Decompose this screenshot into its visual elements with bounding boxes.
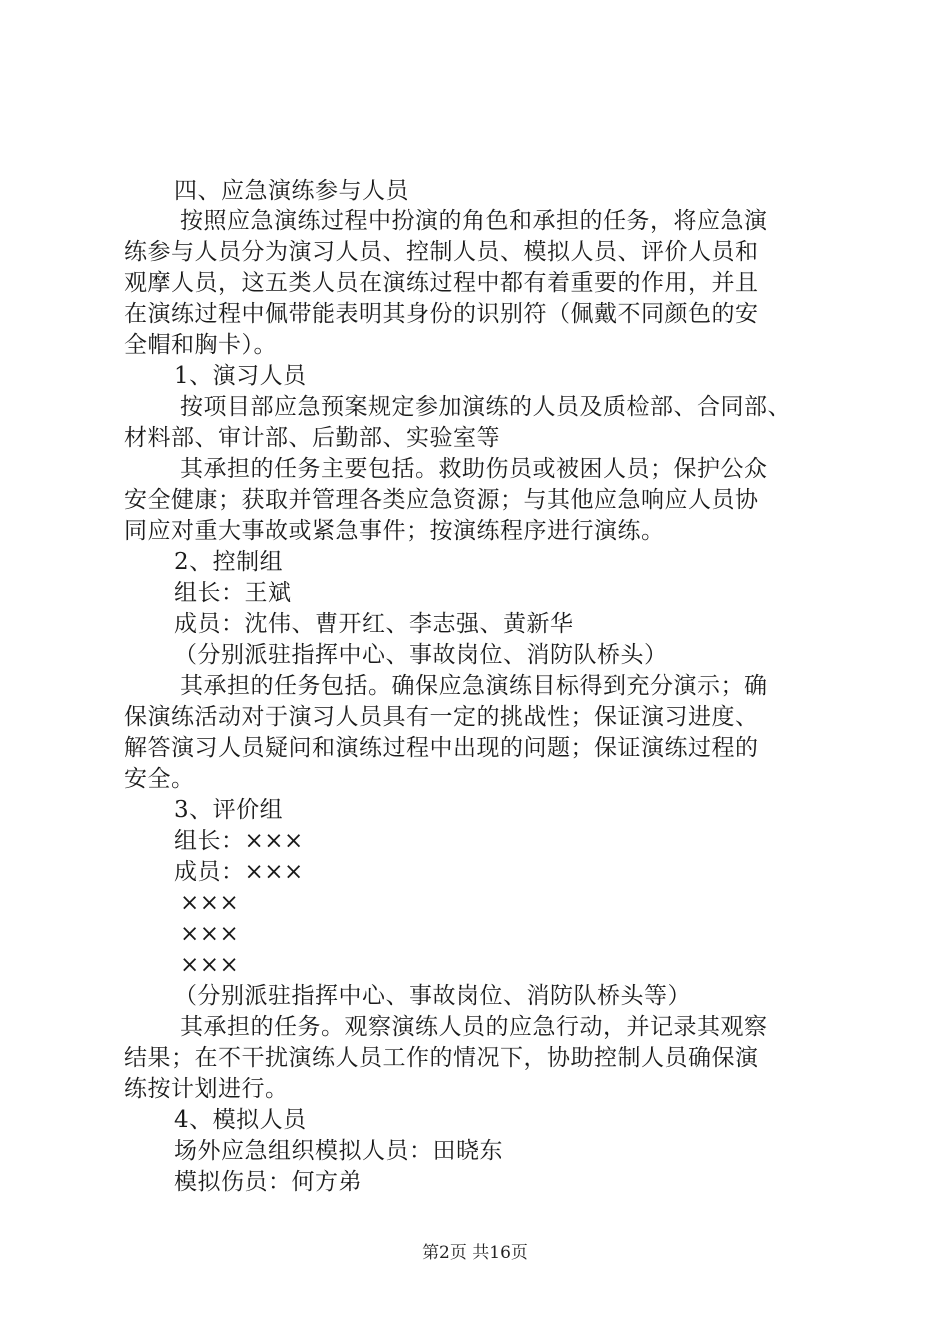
s2-task-line: 其承担的任务包括。确保应急演练目标得到充分演示；确 xyxy=(180,673,768,699)
s3-leader: 组长：××× xyxy=(174,828,304,854)
s3-task-line: 结果；在不干扰演练人员工作的情况下，协助控制人员确保演 xyxy=(124,1045,759,1071)
section-heading: 四、应急演练参与人员 xyxy=(174,178,409,204)
s2-leader: 组长：王斌 xyxy=(174,580,292,606)
s2-task-line: 解答演习人员疑问和演练过程中出现的问题；保证演练过程的 xyxy=(124,735,759,761)
s3-task-line: 练按计划进行。 xyxy=(124,1076,289,1102)
s1-desc-line: 按项目部应急预案规定参加演练的人员及质检部、合同部、 xyxy=(180,394,791,420)
intro-line: 按照应急演练过程中扮演的角色和承担的任务，将应急演 xyxy=(180,208,768,234)
s1-task-line: 同应对重大事故或紧急事件；按演练程序进行演练。 xyxy=(124,518,665,544)
intro-line: 全帽和胸卡）。 xyxy=(124,332,277,358)
s1-task-line: 安全健康；获取并管理各类应急资源；与其他应急响应人员协 xyxy=(124,487,759,513)
s2-members: 成员：沈伟、曹开红、李志强、黄新华 xyxy=(174,611,574,637)
s1-desc-line: 材料部、审计部、后勤部、实验室等 xyxy=(124,425,500,451)
page-number-footer: 第2页 共16页 xyxy=(422,1243,528,1263)
intro-line: 练参与人员分为演习人员、控制人员、模拟人员、评价人员和 xyxy=(124,239,759,265)
s2-task-line: 保演练活动对于演习人员具有一定的挑战性；保证演习进度、 xyxy=(124,704,759,730)
s4-injured: 模拟伤员：何方弟 xyxy=(174,1169,362,1195)
s1-task-line: 其承担的任务主要包括。救助伤员或被困人员；保护公众 xyxy=(180,456,768,482)
s4-offsite: 场外应急组织模拟人员：田晓东 xyxy=(174,1138,503,1164)
subsection-heading-1: 1、演习人员 xyxy=(174,363,307,389)
s2-task-line: 安全。 xyxy=(124,766,195,792)
s3-member-extra: ××× xyxy=(180,921,240,947)
intro-line: 观摩人员，这五类人员在演练过程中都有着重要的作用，并且 xyxy=(124,270,759,296)
s2-stations: （分别派驻指挥中心、事故岗位、消防队桥头） xyxy=(174,642,668,668)
s3-member-extra: ××× xyxy=(180,890,240,916)
subsection-heading-4: 4、模拟人员 xyxy=(174,1107,307,1133)
s3-stations: （分别派驻指挥中心、事故岗位、消防队桥头等） xyxy=(174,983,691,1009)
subsection-heading-2: 2、控制组 xyxy=(174,549,284,575)
s3-member-extra: ××× xyxy=(180,952,240,978)
s3-members: 成员：××× xyxy=(174,859,304,885)
s3-task-line: 其承担的任务。观察演练人员的应急行动，并记录其观察 xyxy=(180,1014,768,1040)
subsection-heading-3: 3、评价组 xyxy=(174,797,284,823)
intro-line: 在演练过程中佩带能表明其身份的识别符（佩戴不同颜色的安 xyxy=(124,301,759,327)
